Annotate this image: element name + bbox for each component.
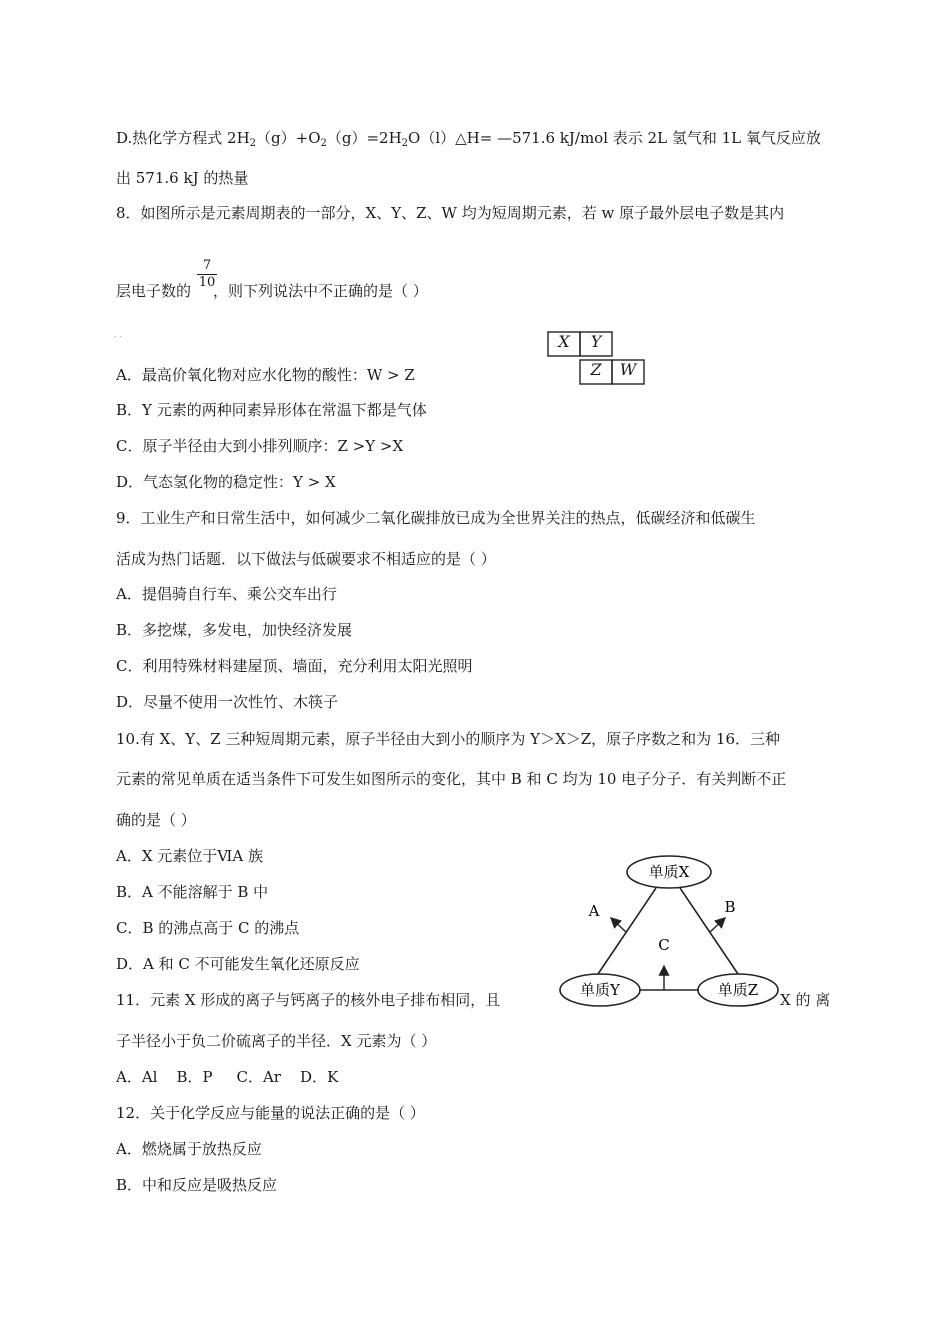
q9-option-a: A．提倡骑自行车、乘公交车出行 — [116, 585, 337, 603]
label-b: B — [724, 898, 736, 916]
q9-option-c: C．利用特殊材料建屋顶、墙面，充分利用太阳光照明 — [116, 657, 473, 675]
q11-stem-line1-right: X 的 离 — [780, 991, 831, 1009]
q8-stem-line1: 8．如图所示是元素周期表的一部分，X、Y、Z、W 均为短周期元素，若 w 原子最外层电子数是其内 — [116, 204, 785, 222]
q7-option-d-line2: 出 571.6 kJ 的热量 — [116, 169, 249, 187]
q8-dots: .. — [114, 330, 126, 339]
q9-option-d: D．尽量不使用一次性竹、木筷子 — [116, 693, 339, 711]
q11-stem-line1-left: 11．元素 X 形成的离子与钙离子的核外电子排布相同，且 — [116, 991, 501, 1009]
q8-option-d: D．气态氢化物的稳定性：Y > X — [116, 473, 336, 491]
table-cell-w: W — [619, 360, 637, 379]
node-left-label: 单质Y — [580, 981, 620, 999]
q10-stem-line3: 确的是（ ） — [116, 811, 196, 829]
q10-option-a: A．X 元素位于ⅥA 族 — [116, 847, 263, 865]
q10-reaction-diagram — [556, 850, 788, 1010]
label-a: A — [588, 902, 600, 920]
q8-fraction-denominator: 10 — [198, 275, 216, 290]
q9-option-b: B．多挖煤，多发电，加快经济发展 — [116, 621, 353, 639]
arrow-b — [710, 918, 725, 932]
arrow-a — [611, 918, 626, 932]
table-cell-x: X — [558, 332, 570, 351]
q11-stem-line2: 子半径小于负二价硫离子的半径．X 元素为（ ） — [116, 1032, 437, 1050]
node-top-label: 单质X — [648, 863, 690, 881]
q8-option-a: A．最高价氧化物对应水化物的酸性：W > Z — [116, 366, 415, 384]
q9-stem-line2: 活成为热门话题．以下做法与低碳要求不相适应的是（ ） — [116, 550, 496, 568]
node-right-label: 单质Z — [717, 981, 759, 999]
q12-option-a: A．燃烧属于放热反应 — [116, 1140, 262, 1158]
q10-stem-line2: 元素的常见单质在适当条件下可发生如图所示的变化，其中 B 和 C 均为 10 电子分子．有关判断不正 — [116, 770, 787, 788]
q10-option-c: C．B 的沸点高于 C 的沸点 — [116, 919, 300, 937]
q11-options: A．Al B．P C．Ar D．K — [116, 1068, 339, 1086]
q10-stem-line1: 10.有 X、Y、Z 三种短周期元素，原子半径由大到小的顺序为 Y＞X＞Z，原子序数之和为 16．三种 — [116, 730, 781, 748]
q8-fraction-numerator: 7 — [202, 258, 212, 273]
label-c: C — [658, 936, 670, 954]
edge-x-y — [598, 888, 656, 974]
q8-option-c: C．原子半径由大到小排列顺序：Z >Y >X — [116, 437, 404, 455]
q8-stem-line2: 层电子数的 ，则下列说法中不正确的是（ ） — [116, 282, 428, 300]
table-cell-y: Y — [590, 332, 602, 351]
table-cell-z: Z — [590, 360, 602, 379]
q7-option-d-line1: D.热化学方程式 $2H_2(g)+O_2(g)=2H_2O(l)\triangle H=$ —571.6 kJ/mol 表示 2L 氢气和 1L 氧气反应放 — [116, 129, 821, 149]
q10-option-b: B．A 不能溶解于 B 中 — [116, 883, 269, 901]
q8-option-b: B．Y 元素的两种同素异形体在常温下都是气体 — [116, 401, 427, 419]
q10-option-d: D．A 和 C 不可能发生氧化还原反应 — [116, 955, 360, 973]
q9-stem-line1: 9．工业生产和日常生活中，如何减少二氧化碳排放已成为全世界关注的热点，低碳经济和低碳生 — [116, 509, 756, 527]
q12-option-b: B．中和反应是吸热反应 — [116, 1176, 278, 1194]
q12-stem: 12．关于化学反应与能量的说法正确的是（ ） — [116, 1104, 425, 1122]
